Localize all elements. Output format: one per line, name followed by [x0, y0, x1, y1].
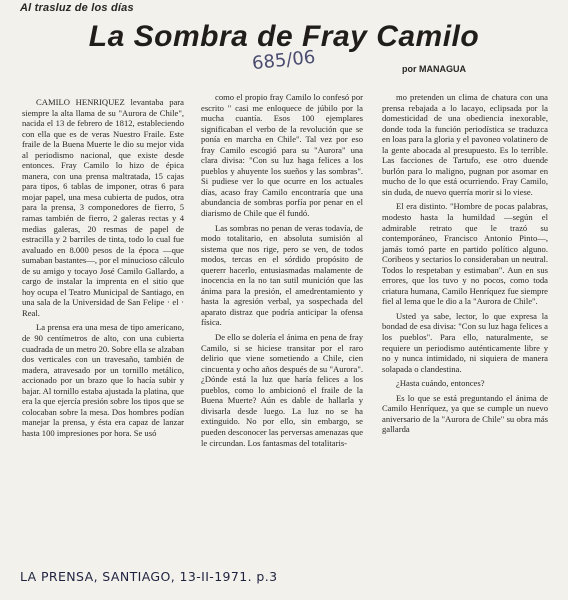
byline: por MANAGUA	[402, 64, 466, 74]
paragraph: CAMILO HENRIQUEZ levantaba para siempre la alta llama de su "Aurora de Chile", nacida el 13 de febrero de 1812, estableciendo con ella que es de veras Nuestro Fraile. Este fraile de la Buena Muerte le dio su mejor vida al periodismo nacional, que existe desde entonces. Fray Camilo lo hizo de épica manera, con una prensa maltratada, 15 cajas para tipos, 6 tablas de imponer, otras 6 para mojar papel, una mesa cubierta de pudos, otra para la prensa, 3 componedores de fierro, 5 ramas también de fierro, 2 galeras rectas y 4 medias galeras, 20 resmas de papel de estracilla y 2 barriles de tinta, todo lo cual fue avaluado en 8.000 pesos de la época —que sumaban bastantes—, por el minucioso cálculo de su amigo y tocayo José Camilo Gallardo, a cargo de instalar la imprenta en el sitio que hoy ocupa el Teatro Municipal de Santiago, en una sala de la Universidad de San Felipe · el · Real.	[22, 97, 184, 318]
handwritten-source-note: LA PRENSA, SANTIAGO, 13-II-1971. p.3	[20, 569, 278, 584]
handwritten-reference-number: 685/06	[251, 46, 317, 75]
paragraph: ¿Hasta cuándo, entonces?	[396, 378, 485, 389]
article-column-3	[382, 92, 548, 435]
paragraph: Usted ya sabe, lector, lo que expresa la bondad de esa divisa: "Con su luz haga felices a los pueblos". Para ello, naturalmente, se requiere un periodismo auténticamente libre y no y nunca intimidado, ni siquiera de manera solapada o clandestina.	[382, 310, 548, 374]
paragraph: como el propio fray Camilo lo confesó por escrito " casi me enloquece de júbilo por la mucha cuantía. Esos 100 ejemplares significaban el verbo de la revolución que se ponía en marcha en Chile". Tal vez por eso fray Camilo escogió para su "Aurora" una clara divisa: "Con su luz haga felices a los pueblos y ahuyente los sueños y las sombras". Si pudiese ver lo que ocurre en los actuales días, acaso fray Camilo encontraría que una abundancia de sombras porfía por penar en el diarismo de Chile que él fundó.	[201, 92, 363, 219]
paragraph: Es lo que se está preguntando el ánima de Camilo Henríquez, ya que se cumple un nuevo aniversario de la "Aurora de Chile" su obra más gallarda	[382, 392, 548, 435]
article-column-2	[201, 92, 363, 448]
section-heading: Al trasluz de los días	[20, 2, 134, 14]
paragraph: De ello se dolería el ánima en pena de fray Camilo, si se hiciese transitar por el raro delirio que viene sometiendo a Chile, cien cincuenta y ocho años después de su "Aurora". ¿Dónde está la luz que haría felices a los pueblos, como lo ambicionó el fraile de la Buena Muerte? Aún es dable de hallarla y divisarla desde luego. La luz no se ha extinguido. No por ello, sin embargo, se pueden desconocer las perversas amenazas que le circundan. Los fantasmas del totalitaris-	[201, 332, 364, 448]
article-column-1	[22, 97, 184, 439]
article-title: La Sombra de Fray Camilo	[88, 20, 480, 53]
paragraph: El era distinto. "Hombre de pocas palabras, modesto hasta la humildad —según el admirable retrato que le trazó su contemporáneo, Francisco Antonio Pinto—, jamás tomó parte en partido político alguno. Coribeos y sectarios lo consideraban un neutral. Todos lo respetaban y estimaban". Aun en sus errores, que los tuvo y no pocos, como toda criatura humana, Camilo Henríquez fue siempre fiel al lema que le dio a la "Aurora de Chile".	[382, 201, 548, 307]
paragraph: mo pretenden un clima de chatura con una prensa rebajada a lo lacayo, eclipsada por la domesticidad de una obediencia inexorable, donde toda la función periodística se traduzca en loas para la gloria y el pavoneo volatinero de la gente abocada al presupuesto. Es lo terrible. Las facciones de Tartufo, ese otro duende burlón para lo maligno, pugnan por asomar en mucho de lo que está ocurriendo. Fray Camilo, sin duda, de nuevo querría morir si lo viese.	[382, 92, 548, 197]
paragraph: Las sombras no penan de veras todavía, de modo totalitario, en absoluta sumisión al sistema que nos rige, pero se ven, de todos modos, tercas en el sórdido propósito de quererr hacerlo, entusiasmadas malamente de inocencia en la no tan sutil munición que las ánima para la presión, el amedrentamiento y hasta la agresión verbal, ya sospechada del aparato distraz que podría anticipar la ofensa física.	[201, 222, 363, 328]
paragraph: La prensa era una mesa de tipo americano, de 90 centímetros de alto, con una cubierta cuadrada de un metro 20. Sobre ella se alzaban dos verticales con un travesaño, también de madera, atravesado por un tornillo metálico, accionado por un brazo que lo hacía subir y bajar. Al tornillo estaba ajustada la platina, que era la que ejercía presión sobre los tipos que se colocaban sobre la mesa. Dos hombres podían manejar la prensa, y ésta era capaz de lanzar hasta 100 impresiones por hora. Se usó	[22, 322, 184, 438]
